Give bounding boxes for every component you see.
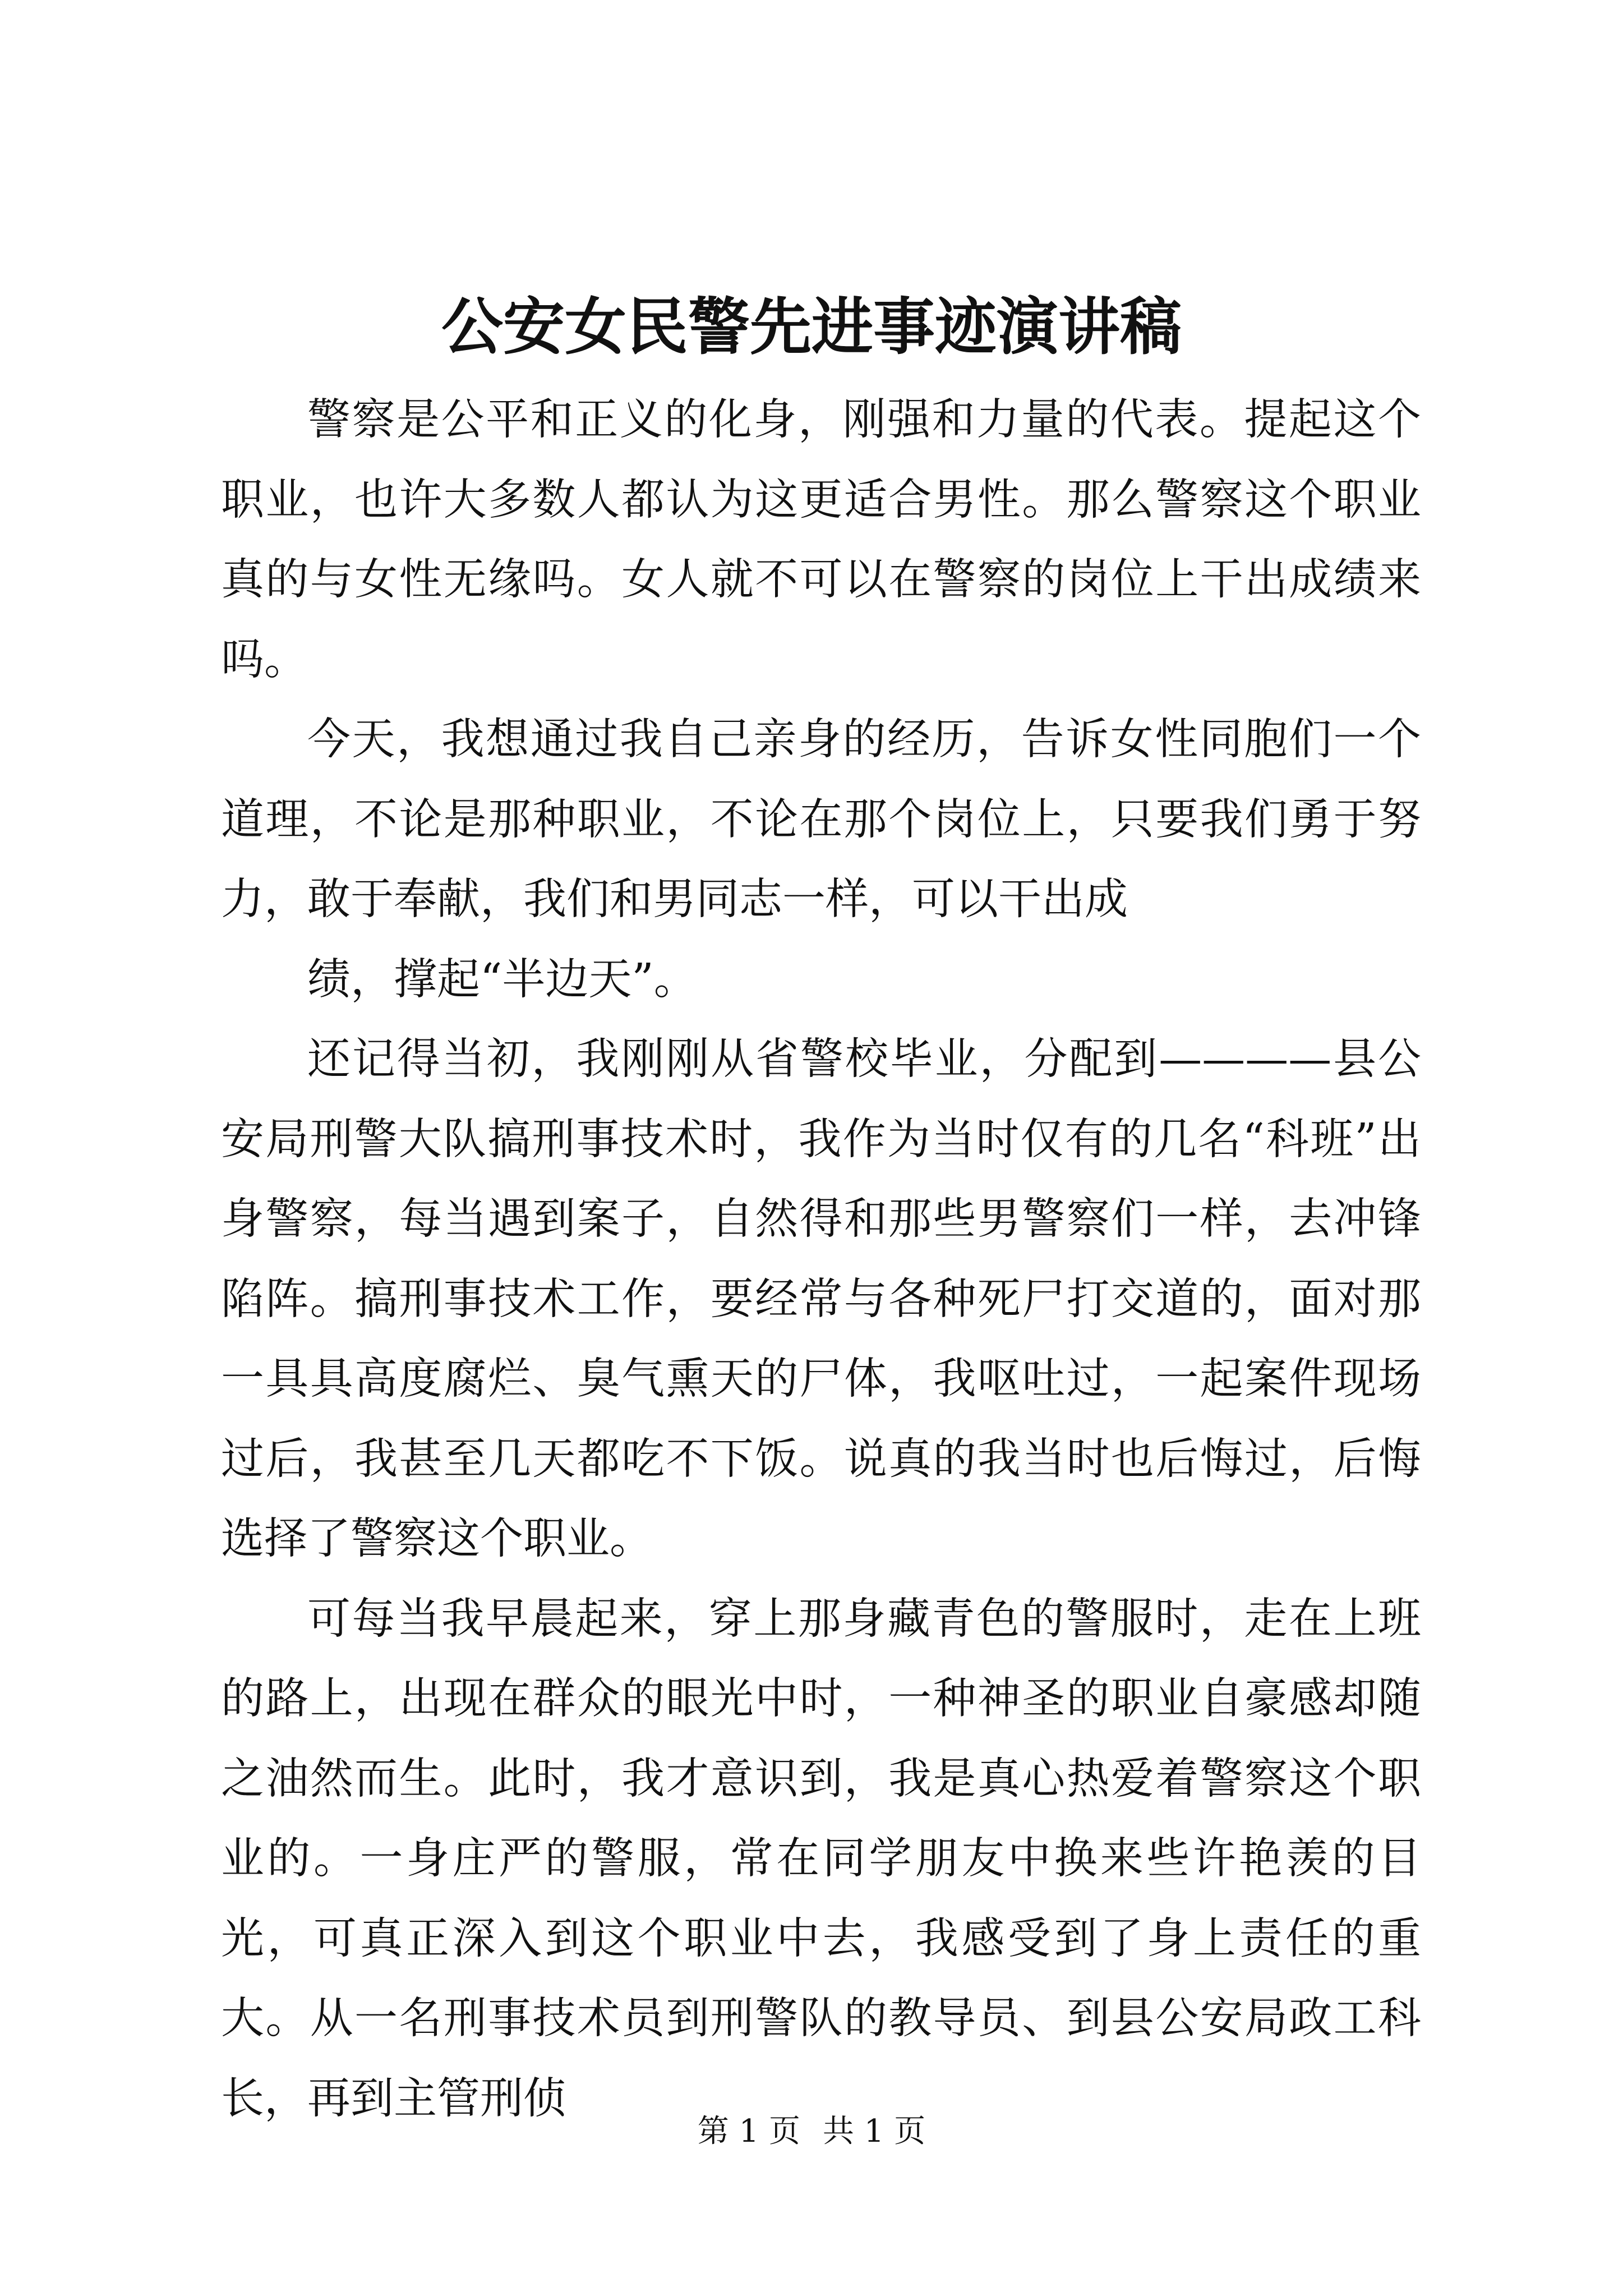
paragraph-4: 还记得当初，我刚刚从省警校毕业，分配到————县公安局刑警大队搞刑事技术时，我作为当时仅有的几名“科班”出身警察，每当遇到案子，自然得和那些男警察们一样，去冲锋陷阵。搞刑事技术工作，要经常与各种死尸打交道的，面对那一具具高度腐烂、臭气熏天的尸体，我呕吐过，一起案件现场过后，我甚至几天都吃不下饭。说真的我当时也后悔过，后悔选择了警察这个职业。: [221, 1034, 1421, 1564]
page-total: 共 1 页: [823, 2113, 926, 2150]
paragraph-5: 可每当我早晨起来，穿上那身藏青色的警服时，走在上班的路上，出现在群众的眼光中时，一种神圣的职业自豪感却随之油然而生。此时，我才意识到，我是真心热爱着警察这个职业的。一身庄严的警服，常在同学朋友中换来些许艳羡的目光，可真正深入到这个职业中去，我感受到了身上责任的重大。从一名刑事技术员到刑警队的教导员、到县公安局政工科长，再到主管刑侦: [221, 1594, 1421, 2124]
document-title: 公安女民警先进事迹演讲稿: [441, 291, 1182, 363]
page-footer: [0, 2109, 1623, 2154]
paragraph-2: 今天，我想通过我自己亲身的经历，告诉女性同胞们一个道理，不论是那种职业，不论在那个岗位上，只要我们勇于努力，敢于奉献，我们和男同志一样，可以干出成: [221, 715, 1421, 924]
document-body: [221, 380, 1421, 2139]
paragraph-1: 警察是公平和正义的化身，刚强和力量的代表。提起这个职业，也许大多数人都认为这更适合男性。那么警察这个职业真的与女性无缘吗。女人就不可以在警察的岗位上干出成绩来吗。: [221, 395, 1421, 685]
paragraph-3: 绩，撑起“半边天”。: [307, 954, 697, 1005]
page-number: 第 1 页: [697, 2113, 800, 2150]
